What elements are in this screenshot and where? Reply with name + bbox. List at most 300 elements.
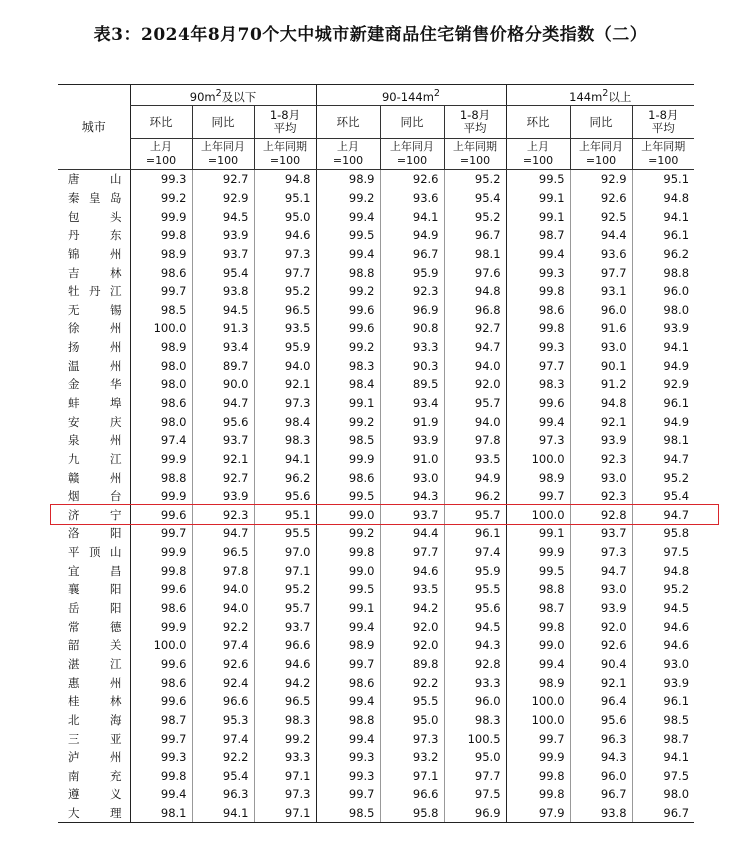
city-cell: 锦 州 <box>68 246 122 261</box>
value-cell: 95.2 <box>254 282 316 301</box>
city-cell: 泉 州 <box>68 433 122 448</box>
value-cell: 98.5 <box>130 300 192 319</box>
table-row <box>58 543 694 562</box>
value-cell: 93.0 <box>570 580 632 599</box>
value-cell: 92.7 <box>444 319 506 338</box>
value-cell: 95.1 <box>254 506 316 525</box>
value-cell: 99.9 <box>130 487 192 506</box>
value-cell: 95.1 <box>254 189 316 208</box>
value-cell: 95.4 <box>192 767 254 786</box>
value-cell: 99.5 <box>316 226 380 245</box>
city-cell: 大 理 <box>58 804 130 823</box>
table-row <box>58 767 694 786</box>
value-cell: 98.0 <box>632 785 694 804</box>
value-cell: 93.0 <box>632 655 694 674</box>
value-cell: 99.7 <box>316 655 380 674</box>
value-cell: 95.5 <box>444 580 506 599</box>
value-cell: 99.2 <box>316 412 380 431</box>
value-cell: 95.3 <box>192 711 254 730</box>
value-cell: 94.8 <box>254 170 316 189</box>
value-cell: 98.4 <box>316 375 380 394</box>
value-cell: 93.7 <box>192 245 254 264</box>
value-cell: 97.6 <box>444 263 506 282</box>
value-cell: 97.4 <box>192 729 254 748</box>
value-cell: 97.3 <box>380 729 444 748</box>
value-cell: 99.3 <box>316 748 380 767</box>
city-cell: 吉 林 <box>68 265 122 280</box>
value-cell: 96.6 <box>380 785 444 804</box>
value-cell: 99.6 <box>316 319 380 338</box>
city-cell: 湛 江 <box>68 656 122 671</box>
value-cell: 93.9 <box>192 226 254 245</box>
value-cell: 99.4 <box>130 785 192 804</box>
value-cell: 96.9 <box>380 300 444 319</box>
value-cell: 95.7 <box>254 599 316 618</box>
value-cell: 99.8 <box>130 561 192 580</box>
value-cell: 94.9 <box>632 356 694 375</box>
value-cell: 99.8 <box>506 785 570 804</box>
value-cell: 96.7 <box>632 804 694 823</box>
value-cell: 92.1 <box>570 412 632 431</box>
value-cell: 97.3 <box>570 543 632 562</box>
value-cell: 97.7 <box>254 263 316 282</box>
value-cell: 99.0 <box>316 561 380 580</box>
value-cell: 98.3 <box>254 431 316 450</box>
value-cell: 99.4 <box>316 207 380 226</box>
value-cell: 97.8 <box>192 561 254 580</box>
value-cell: 99.1 <box>506 189 570 208</box>
value-cell: 99.0 <box>316 506 380 525</box>
value-cell: 97.1 <box>254 767 316 786</box>
value-cell: 95.9 <box>444 561 506 580</box>
value-cell: 92.2 <box>380 673 444 692</box>
value-cell: 94.5 <box>192 207 254 226</box>
value-cell: 98.8 <box>130 468 192 487</box>
value-cell: 98.9 <box>316 636 380 655</box>
value-cell: 95.9 <box>380 263 444 282</box>
value-cell: 92.3 <box>380 282 444 301</box>
base-header: 上年同月 =100 <box>570 139 632 170</box>
value-cell: 93.4 <box>192 338 254 357</box>
value-cell: 94.9 <box>380 226 444 245</box>
value-cell: 93.1 <box>570 282 632 301</box>
value-cell: 97.3 <box>254 245 316 264</box>
group-header-144-above: $144m^2$以上 <box>506 85 694 106</box>
table-row <box>58 189 694 208</box>
table-row <box>58 711 694 730</box>
value-cell: 92.0 <box>444 375 506 394</box>
sub-header: 1-8月 平均 <box>632 106 694 139</box>
value-cell: 92.0 <box>570 617 632 636</box>
value-cell: 99.1 <box>316 394 380 413</box>
value-cell: 94.1 <box>632 748 694 767</box>
value-cell: 94.7 <box>192 524 254 543</box>
value-cell: 99.2 <box>316 524 380 543</box>
value-cell: 98.6 <box>316 673 380 692</box>
value-cell: 99.5 <box>316 580 380 599</box>
value-cell: 99.9 <box>130 450 192 469</box>
value-cell: 99.6 <box>506 394 570 413</box>
value-cell: 98.6 <box>130 599 192 618</box>
city-cell: 洛 阳 <box>68 526 122 541</box>
value-cell: 93.0 <box>570 468 632 487</box>
table-row <box>58 394 694 413</box>
city-cell: 温 州 <box>68 358 122 373</box>
value-cell: 97.7 <box>444 767 506 786</box>
city-column-header: 城市 <box>58 85 130 170</box>
city-cell: 九 江 <box>68 451 122 466</box>
value-cell: 99.8 <box>506 319 570 338</box>
value-cell: 99.9 <box>130 207 192 226</box>
value-cell: 95.4 <box>632 487 694 506</box>
city-cell: 蚌 埠 <box>68 396 122 410</box>
value-cell: 98.3 <box>506 375 570 394</box>
value-cell: 95.5 <box>254 524 316 543</box>
base-header: 上月 =100 <box>506 139 570 170</box>
base-header: 上年同月 =100 <box>192 139 254 170</box>
value-cell: 99.8 <box>130 226 192 245</box>
base-header: 上年同期 =100 <box>254 139 316 170</box>
value-cell: 99.7 <box>130 729 192 748</box>
value-cell: 94.0 <box>254 356 316 375</box>
value-cell: 93.8 <box>570 804 632 823</box>
value-cell: 100.0 <box>506 711 570 730</box>
value-cell: 99.4 <box>316 729 380 748</box>
value-cell: 95.1 <box>632 170 694 189</box>
value-cell: 95.5 <box>380 692 444 711</box>
value-cell: 92.9 <box>632 375 694 394</box>
table-body <box>58 170 694 823</box>
table-row <box>58 375 694 394</box>
value-cell: 99.8 <box>506 767 570 786</box>
value-cell: 94.9 <box>444 468 506 487</box>
value-cell: 92.9 <box>570 170 632 189</box>
value-cell: 92.6 <box>380 170 444 189</box>
value-cell: 93.6 <box>380 189 444 208</box>
value-cell: 96.5 <box>254 692 316 711</box>
value-cell: 98.5 <box>316 431 380 450</box>
value-cell: 97.3 <box>254 394 316 413</box>
value-cell: 94.6 <box>254 226 316 245</box>
value-cell: 98.7 <box>632 729 694 748</box>
value-cell: 99.0 <box>506 636 570 655</box>
base-header-row <box>58 139 694 170</box>
table-row <box>58 356 694 375</box>
value-cell: 97.1 <box>380 767 444 786</box>
value-cell: 92.3 <box>192 506 254 525</box>
city-cell: 无 锡 <box>68 302 122 317</box>
table-row <box>58 207 694 226</box>
value-cell: 94.3 <box>444 636 506 655</box>
city-cell: 徐 州 <box>68 321 122 336</box>
value-cell: 99.7 <box>506 729 570 748</box>
value-cell: 90.3 <box>380 356 444 375</box>
value-cell: 99.3 <box>506 263 570 282</box>
value-cell: 99.7 <box>130 524 192 543</box>
value-cell: 94.7 <box>570 561 632 580</box>
value-cell: 94.6 <box>632 617 694 636</box>
value-cell: 97.5 <box>632 767 694 786</box>
value-cell: 99.5 <box>316 487 380 506</box>
value-cell: 93.7 <box>254 617 316 636</box>
value-cell: 99.6 <box>316 300 380 319</box>
value-cell: 99.9 <box>506 748 570 767</box>
value-cell: 94.9 <box>632 412 694 431</box>
value-cell: 94.7 <box>632 450 694 469</box>
value-cell: 95.6 <box>444 599 506 618</box>
sub-header: 环比 <box>316 106 380 139</box>
value-cell: 94.7 <box>444 338 506 357</box>
value-cell: 96.5 <box>254 300 316 319</box>
value-cell: 98.9 <box>130 245 192 264</box>
table-row <box>58 263 694 282</box>
value-cell: 94.7 <box>192 394 254 413</box>
value-cell: 99.8 <box>130 767 192 786</box>
value-cell: 99.6 <box>130 506 192 525</box>
value-cell: 95.0 <box>380 711 444 730</box>
value-cell: 96.7 <box>444 226 506 245</box>
value-cell: 95.6 <box>254 487 316 506</box>
value-cell: 99.3 <box>130 170 192 189</box>
value-cell: 97.0 <box>254 543 316 562</box>
value-cell: 96.6 <box>192 692 254 711</box>
value-cell: 99.3 <box>506 338 570 357</box>
value-cell: 93.9 <box>632 673 694 692</box>
value-cell: 94.2 <box>380 599 444 618</box>
value-cell: 97.3 <box>506 431 570 450</box>
value-cell: 95.7 <box>444 394 506 413</box>
value-cell: 91.0 <box>380 450 444 469</box>
value-cell: 95.4 <box>444 189 506 208</box>
value-cell: 94.6 <box>632 636 694 655</box>
value-cell: 99.8 <box>316 543 380 562</box>
value-cell: 98.3 <box>316 356 380 375</box>
city-cell: 北 海 <box>68 712 122 727</box>
value-cell: 94.4 <box>570 226 632 245</box>
value-cell: 98.5 <box>316 804 380 823</box>
value-cell: 96.7 <box>380 245 444 264</box>
value-cell: 99.6 <box>130 580 192 599</box>
value-cell: 94.5 <box>632 599 694 618</box>
table-row <box>58 599 694 618</box>
value-cell: 94.0 <box>192 599 254 618</box>
value-cell: 99.3 <box>130 748 192 767</box>
value-cell: 100.0 <box>130 319 192 338</box>
value-cell: 96.0 <box>444 692 506 711</box>
value-cell: 93.5 <box>380 580 444 599</box>
value-cell: 95.2 <box>632 580 694 599</box>
base-header: 上年同期 =100 <box>444 139 506 170</box>
table-row <box>58 561 694 580</box>
value-cell: 95.2 <box>444 207 506 226</box>
table-row <box>58 300 694 319</box>
value-cell: 96.2 <box>254 468 316 487</box>
value-cell: 99.1 <box>316 599 380 618</box>
value-cell: 92.9 <box>192 189 254 208</box>
group-header-90-144: $90-144m^2$ <box>316 85 506 106</box>
value-cell: 94.5 <box>444 617 506 636</box>
value-cell: 98.6 <box>130 394 192 413</box>
value-cell: 93.5 <box>254 319 316 338</box>
value-cell: 95.8 <box>380 804 444 823</box>
city-cell: 岳 阳 <box>68 601 122 616</box>
value-cell: 92.6 <box>570 636 632 655</box>
value-cell: 94.3 <box>570 748 632 767</box>
table-row <box>58 748 694 767</box>
city-cell: 丹 东 <box>68 228 122 243</box>
value-cell: 92.5 <box>570 207 632 226</box>
value-cell: 97.4 <box>192 636 254 655</box>
value-cell: 92.1 <box>254 375 316 394</box>
value-cell: 98.0 <box>130 356 192 375</box>
value-cell: 97.1 <box>254 561 316 580</box>
value-cell: 89.8 <box>380 655 444 674</box>
value-cell: 99.9 <box>316 450 380 469</box>
value-cell: 93.3 <box>380 338 444 357</box>
value-cell: 92.2 <box>192 617 254 636</box>
group-header-90-and-below: $90m^2$及以下 <box>130 85 316 106</box>
value-cell: 99.6 <box>130 692 192 711</box>
table-row <box>58 226 694 245</box>
value-cell: 100.0 <box>506 692 570 711</box>
page-title: 表3：2024年8月70个大中城市新建商品住宅销售价格分类指数（二） <box>93 25 648 45</box>
value-cell: 98.7 <box>506 599 570 618</box>
value-cell: 93.8 <box>192 282 254 301</box>
value-cell: 90.8 <box>380 319 444 338</box>
sub-header: 同比 <box>192 106 254 139</box>
value-cell: 96.5 <box>192 543 254 562</box>
table-row <box>58 245 694 264</box>
value-cell: 96.1 <box>632 226 694 245</box>
value-cell: 97.3 <box>254 785 316 804</box>
value-cell: 99.4 <box>316 617 380 636</box>
value-cell: 93.7 <box>192 431 254 450</box>
city-cell: 安 庆 <box>68 414 122 429</box>
value-cell: 97.7 <box>380 543 444 562</box>
city-cell: 宜 昌 <box>68 563 122 578</box>
table-row <box>58 450 694 469</box>
value-cell: 95.0 <box>254 207 316 226</box>
value-cell: 94.1 <box>380 207 444 226</box>
value-cell: 91.9 <box>380 412 444 431</box>
value-cell: 98.4 <box>254 412 316 431</box>
table-row <box>58 692 694 711</box>
value-cell: 99.7 <box>506 487 570 506</box>
table-row <box>58 487 694 506</box>
table-row <box>58 338 694 357</box>
base-header: 上月 =100 <box>130 139 192 170</box>
table-row <box>58 673 694 692</box>
value-cell: 95.6 <box>192 412 254 431</box>
table-row <box>58 636 694 655</box>
sub-header: 环比 <box>506 106 570 139</box>
value-cell: 100.0 <box>506 506 570 525</box>
value-cell: 98.0 <box>130 375 192 394</box>
value-cell: 98.3 <box>254 711 316 730</box>
value-cell: 91.2 <box>570 375 632 394</box>
city-cell: 包 头 <box>68 209 122 224</box>
value-cell: 94.8 <box>632 561 694 580</box>
value-cell: 98.1 <box>632 431 694 450</box>
value-cell: 96.8 <box>444 300 506 319</box>
value-cell: 99.9 <box>130 617 192 636</box>
value-cell: 92.0 <box>380 617 444 636</box>
value-cell: 99.8 <box>506 617 570 636</box>
value-cell: 92.3 <box>570 450 632 469</box>
value-cell: 92.4 <box>192 673 254 692</box>
value-cell: 99.9 <box>506 543 570 562</box>
value-cell: 94.1 <box>632 338 694 357</box>
value-cell: 97.8 <box>444 431 506 450</box>
city-cell: 金 华 <box>68 377 122 392</box>
value-cell: 98.6 <box>506 300 570 319</box>
city-cell: 牡 丹 江 <box>68 284 122 299</box>
value-cell: 96.6 <box>254 636 316 655</box>
sub-header: 1-8月 平均 <box>254 106 316 139</box>
value-cell: 94.1 <box>632 207 694 226</box>
value-cell: 93.5 <box>444 450 506 469</box>
value-cell: 96.2 <box>632 245 694 264</box>
table-row <box>58 617 694 636</box>
table-row <box>58 580 694 599</box>
value-cell: 93.4 <box>380 394 444 413</box>
value-cell: 99.3 <box>316 767 380 786</box>
value-cell: 95.2 <box>254 580 316 599</box>
value-cell: 98.6 <box>316 468 380 487</box>
value-cell: 92.0 <box>380 636 444 655</box>
value-cell: 98.9 <box>506 673 570 692</box>
table-row <box>58 468 694 487</box>
value-cell: 96.0 <box>570 300 632 319</box>
city-cell: 济 宁 <box>68 507 122 522</box>
value-cell: 93.7 <box>380 506 444 525</box>
table-row <box>58 170 694 189</box>
city-cell: 常 德 <box>68 619 122 634</box>
sub-header: 同比 <box>380 106 444 139</box>
value-cell: 91.3 <box>192 319 254 338</box>
city-cell: 秦 皇 岛 <box>68 190 122 205</box>
value-cell: 98.1 <box>444 245 506 264</box>
value-cell: 99.5 <box>506 561 570 580</box>
sub-header-row <box>58 106 694 139</box>
table-row <box>58 729 694 748</box>
city-cell: 韶 关 <box>68 638 122 653</box>
value-cell: 99.2 <box>130 189 192 208</box>
value-cell: 93.9 <box>570 431 632 450</box>
value-cell: 96.9 <box>444 804 506 823</box>
table-row <box>58 319 694 338</box>
value-cell: 99.1 <box>506 524 570 543</box>
table-row <box>58 655 694 674</box>
value-cell: 94.8 <box>632 189 694 208</box>
sub-header: 环比 <box>130 106 192 139</box>
table-row <box>58 785 694 804</box>
value-cell: 95.6 <box>570 711 632 730</box>
value-cell: 98.7 <box>130 711 192 730</box>
value-cell: 99.4 <box>316 692 380 711</box>
value-cell: 94.1 <box>254 450 316 469</box>
base-header: 上年同期 =100 <box>632 139 694 170</box>
value-cell: 94.8 <box>444 282 506 301</box>
city-cell: 扬 州 <box>68 340 122 355</box>
value-cell: 96.1 <box>444 524 506 543</box>
value-cell: 90.4 <box>570 655 632 674</box>
value-cell: 96.3 <box>570 729 632 748</box>
value-cell: 94.6 <box>380 561 444 580</box>
value-cell: 97.7 <box>570 263 632 282</box>
value-cell: 99.2 <box>254 729 316 748</box>
value-cell: 94.1 <box>192 804 254 823</box>
